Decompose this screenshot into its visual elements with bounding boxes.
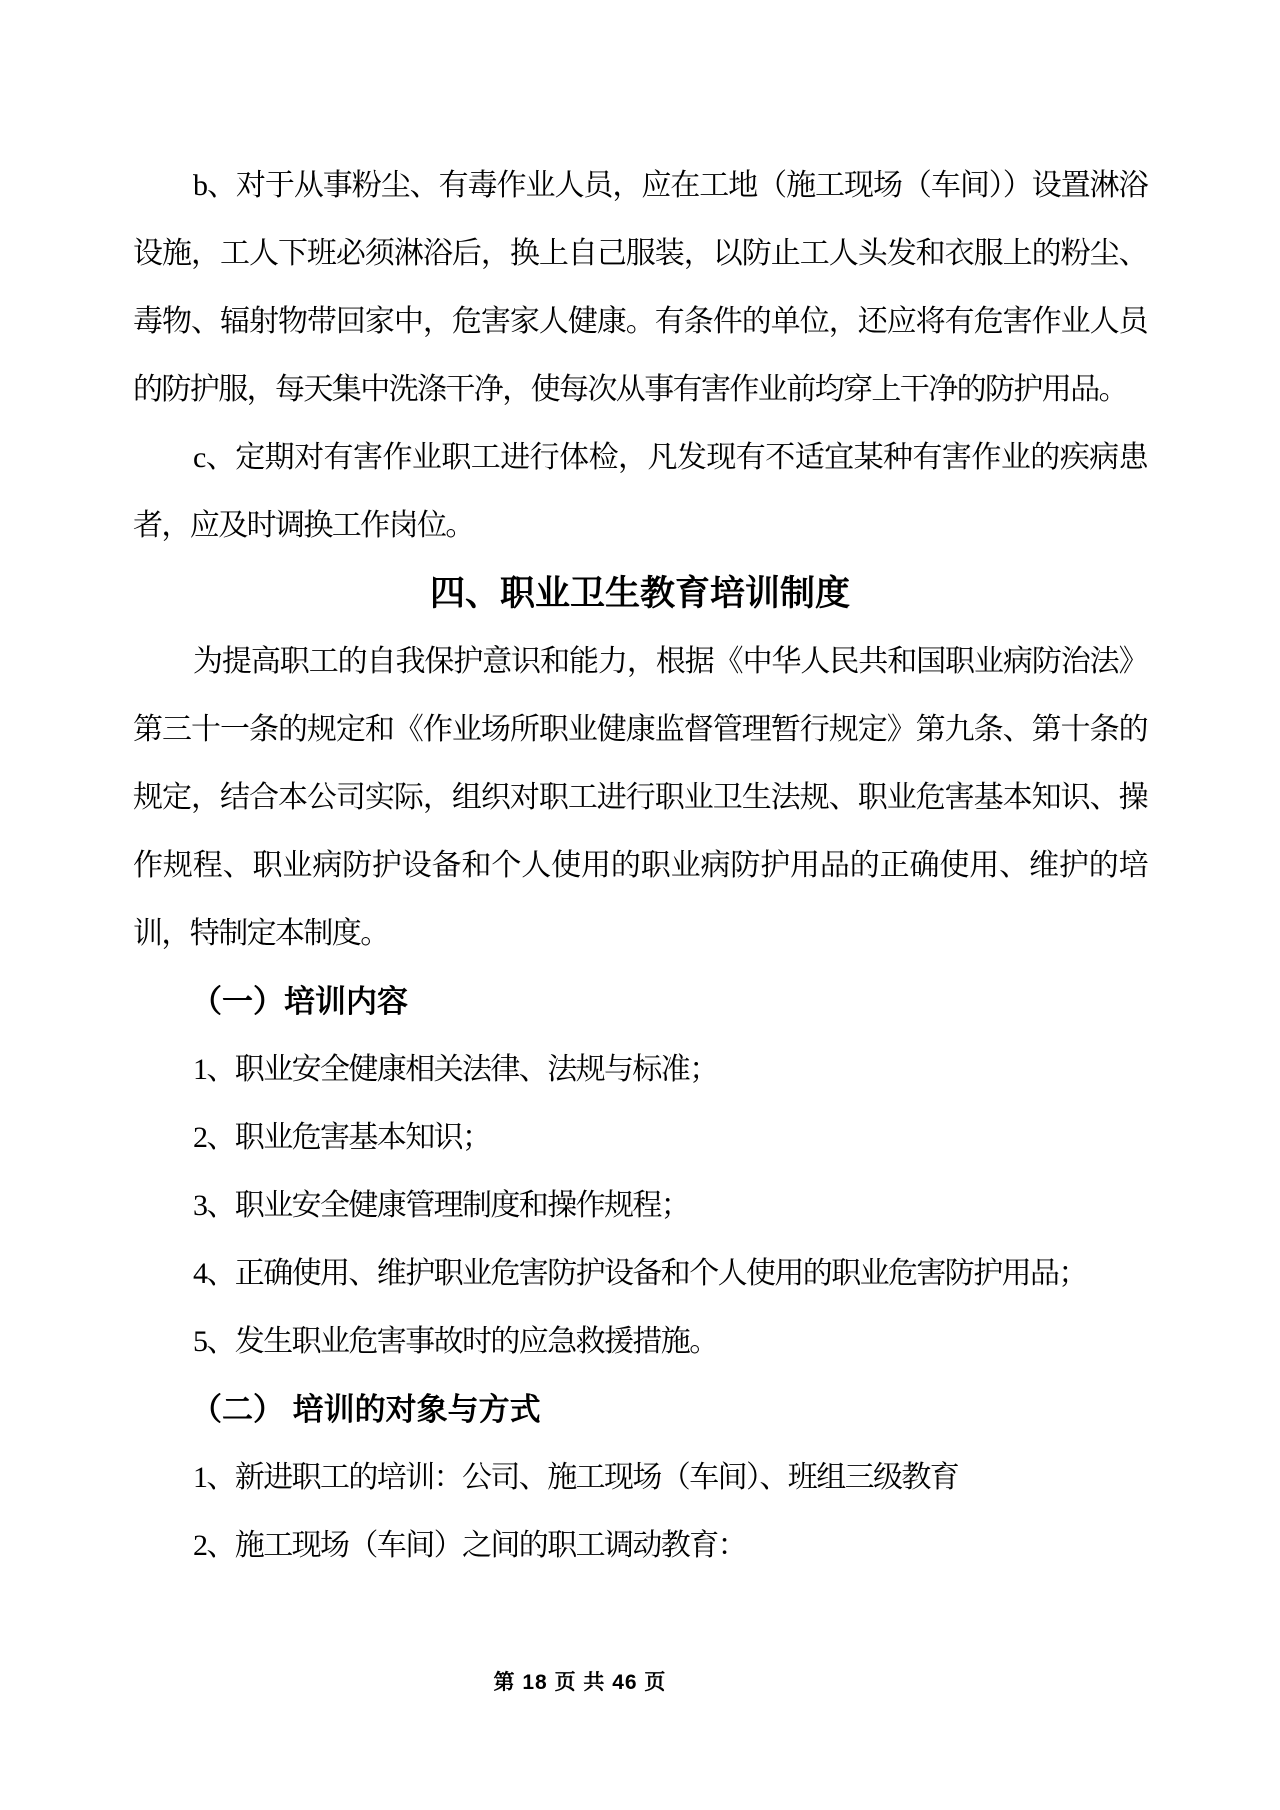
subsection-2-heading: （二） 培训的对象与方式	[191, 1392, 541, 1427]
page-footer	[0, 1669, 1220, 1697]
training-content-item-5: 5、发生职业危害事故时的应急救援措施。	[193, 1325, 718, 1358]
paragraph-c: c、定期对有害作业职工进行体检，凡发现有不适宜某种有害作业的疾病患者，应及时调换工作岗位。	[133, 441, 1147, 542]
paragraph-b: b、对于从事粉尘、有毒作业人员，应在工地（施工现场（车间））设置淋浴设施，工人下班必须淋浴后，换上自己服装，以防止工人头发和衣服上的粉尘、毒物、辐射物带回家中，危害家人健康。有条件的单位，还应将有危害作业人员的防护服，每天集中洗涤干净，使每次从事有害作业前均穿上干净的防护用品。	[133, 169, 1147, 406]
document-body	[133, 152, 1147, 1580]
subsection-1-heading: （一）培训内容	[191, 984, 408, 1019]
training-content-item-4: 4、正确使用、维护职业危害防护设备和个人使用的职业危害防护用品；	[193, 1257, 1087, 1290]
section-heading: 四、职业卫生教育培训制度	[429, 574, 850, 613]
section-intro-paragraph: 为提高职工的自我保护意识和能力，根据《中华人民共和国职业病防治法》第三十一条的规定和《作业场所职业健康监督管理暂行规定》第九条、第十条的规定，结合本公司实际，组织对职工进行职业卫生法规、职业危害基本知识、操作规程、职业病防护设备和个人使用的职业病防护用品的正确使用、维护的培训，特制定本制度。	[133, 645, 1147, 950]
training-content-item-1: 1、职业安全健康相关法律、法规与标准；	[193, 1053, 718, 1086]
training-content-item-2: 2、职业危害基本知识；	[193, 1121, 491, 1154]
training-target-item-2: 2、施工现场（车间）之间的职工调动教育：	[193, 1529, 746, 1562]
training-content-item-3: 3、职业安全健康管理制度和操作规程；	[193, 1189, 690, 1222]
training-target-item-1: 1、新进职工的培训：公司、施工现场（车间）、班组三级教育	[193, 1461, 959, 1494]
page-number: 第 18 页 共 46 页	[493, 1671, 667, 1694]
